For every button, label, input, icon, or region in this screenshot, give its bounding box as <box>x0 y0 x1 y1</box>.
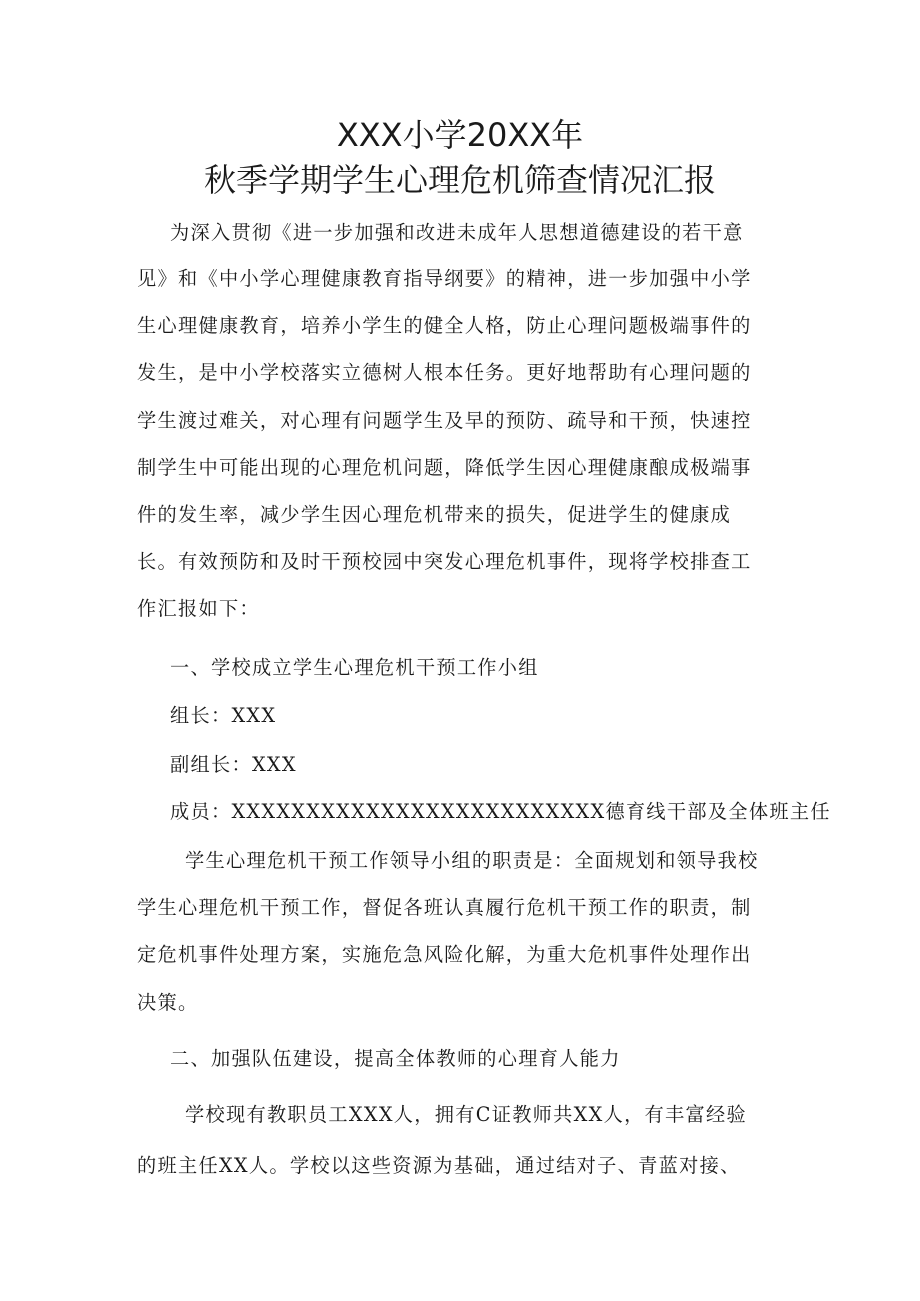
body-line: 作汇报如下： <box>137 597 260 620</box>
group-members: 成员：XXXXXXXXXXXXXXXXXXXXXXXXX德育线干部及全体班主任 <box>170 800 831 823</box>
body-line: 学校现有教职员工XXX人，拥有C证教师共XX人，有丰富经验 <box>185 1103 747 1126</box>
doc-title-line-2: 秋季学期学生心理危机筛查情况汇报 <box>203 161 716 199</box>
body-line: 发生，是中小学校落实立德树人根本任务。更好地帮助有心理问题的 <box>137 361 752 384</box>
group-deputy: 副组长：XXX <box>170 753 297 776</box>
body-line: 学生渡过难关，对心理有问题学生及早的预防、疏导和干预，快速控 <box>137 409 752 432</box>
body-line: 件的发生率，减少学生因心理危机带来的损失，促进学生的健康成 <box>137 503 732 526</box>
body-line: 见》和《中小学心理健康教育指导纲要》的精神，进一步加强中小学 <box>137 267 752 290</box>
section-heading: 一、学校成立学生心理危机干预工作小组 <box>170 656 539 679</box>
body-line: 决策。 <box>137 991 199 1014</box>
section-heading: 二、加强队伍建设，提高全体教师的心理育人能力 <box>170 1047 621 1070</box>
body-line: 制学生中可能出现的心理危机问题，降低学生因心理健康酿成极端事 <box>137 456 752 479</box>
body-line: 生心理健康教育，培养小学生的健全人格，防止心理问题极端事件的 <box>137 314 752 337</box>
body-line: 定危机事件处理方案，实施危急风险化解，为重大危机事件处理作出 <box>137 943 752 966</box>
body-line: 长。有效预防和及时干预校园中突发心理危机事件，现将学校排查工 <box>137 550 752 573</box>
body-line: 学生心理危机干预工作领导小组的职责是：全面规划和领导我校 <box>185 849 759 872</box>
doc-title-line-1: XXX小学20XX年 <box>336 116 584 154</box>
group-leader: 组长：XXX <box>170 704 277 727</box>
body-line: 学生心理危机干预工作，督促各班认真履行危机干预工作的职责，制 <box>137 896 752 919</box>
body-line: 的班主任XX人。学校以这些资源为基础，通过结对子、青蓝对接、 <box>137 1154 741 1177</box>
body-line: 为深入贯彻《进一步加强和改进未成年人思想道德建设的若干意 <box>170 221 744 244</box>
